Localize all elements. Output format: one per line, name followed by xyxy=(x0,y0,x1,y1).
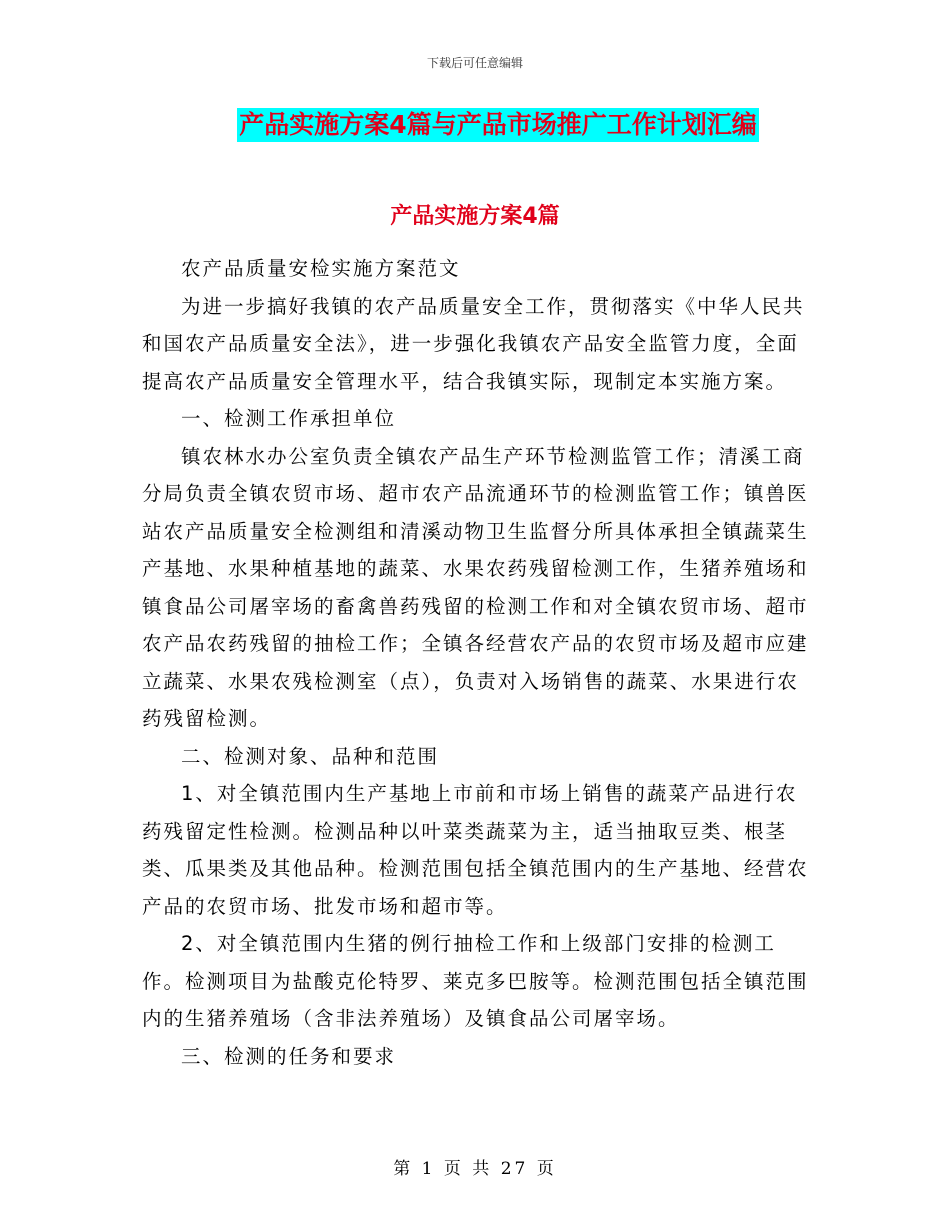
paragraph-heading: 一、检测工作承担单位 xyxy=(181,407,397,430)
header-note: 下载后可任意编辑 xyxy=(426,56,523,70)
main-title-container xyxy=(0,108,950,142)
document-body xyxy=(142,250,817,1075)
paragraph-heading: 三、检测的任务和要求 xyxy=(181,1044,397,1068)
paragraph: 镇农林水办公室负责全镇农产品生产环节检测监管工作；清溪工商分局负责全镇农贸市场、超市农产品流通环节的检测监管工作；镇兽医站农产品质量安全检测组和清溪动物卫生监督分所具体承担全镇蔬菜生产基地、水果种植基地的蔬菜、水果农药残留检测工作，生猪养殖场和镇食品公司屠宰场的畜禽兽药残留的检测工作和对全镇农贸市场、超市农产品农药残留的抽检工作；全镇各经营农产品的农贸市场及超市应建立蔬菜、水果农残检测室（点），负责对入场销售的蔬菜、水果进行农药残留检测。 xyxy=(142,444,809,730)
main-title: 产品实施方案4篇与产品市场推广工作计划汇编 xyxy=(237,108,758,142)
section-title: 产品实施方案4篇 xyxy=(390,204,560,229)
paragraph: 2、对全镇范围内生猪的例行抽检工作和上级部门安排的检测工作。检测项目为盐酸克伦特罗、莱克多巴胺等。检测范围包括全镇范围内的生猪养殖场（含非法养殖场）及镇食品公司屠宰场。 xyxy=(142,932,809,1030)
paragraph-heading: 二、检测对象、品种和范围 xyxy=(181,744,440,768)
paragraph-heading: 农产品质量安检实施方案范文 xyxy=(181,257,461,280)
page-number-footer: 第 1 页 共 27 页 xyxy=(393,1159,557,1179)
paragraph: 为进一步搞好我镇的农产品质量安全工作，贯彻落实《中华人民共和国农产品质量安全法》，进一步强化我镇农产品安全监管力度，全面提高农产品质量安全管理水平，结合我镇实际，现制定本实施方案。 xyxy=(142,294,805,393)
paragraph: 1、对全镇范围内生产基地上市前和市场上销售的蔬菜产品进行农药残留定性检测。检测品种以叶菜类蔬菜为主，适当抽取豆类、根茎类、瓜果类及其他品种。检测范围包括全镇范围内的生产基地、经营农产品的农贸市场、批发市场和超市等。 xyxy=(142,782,809,918)
